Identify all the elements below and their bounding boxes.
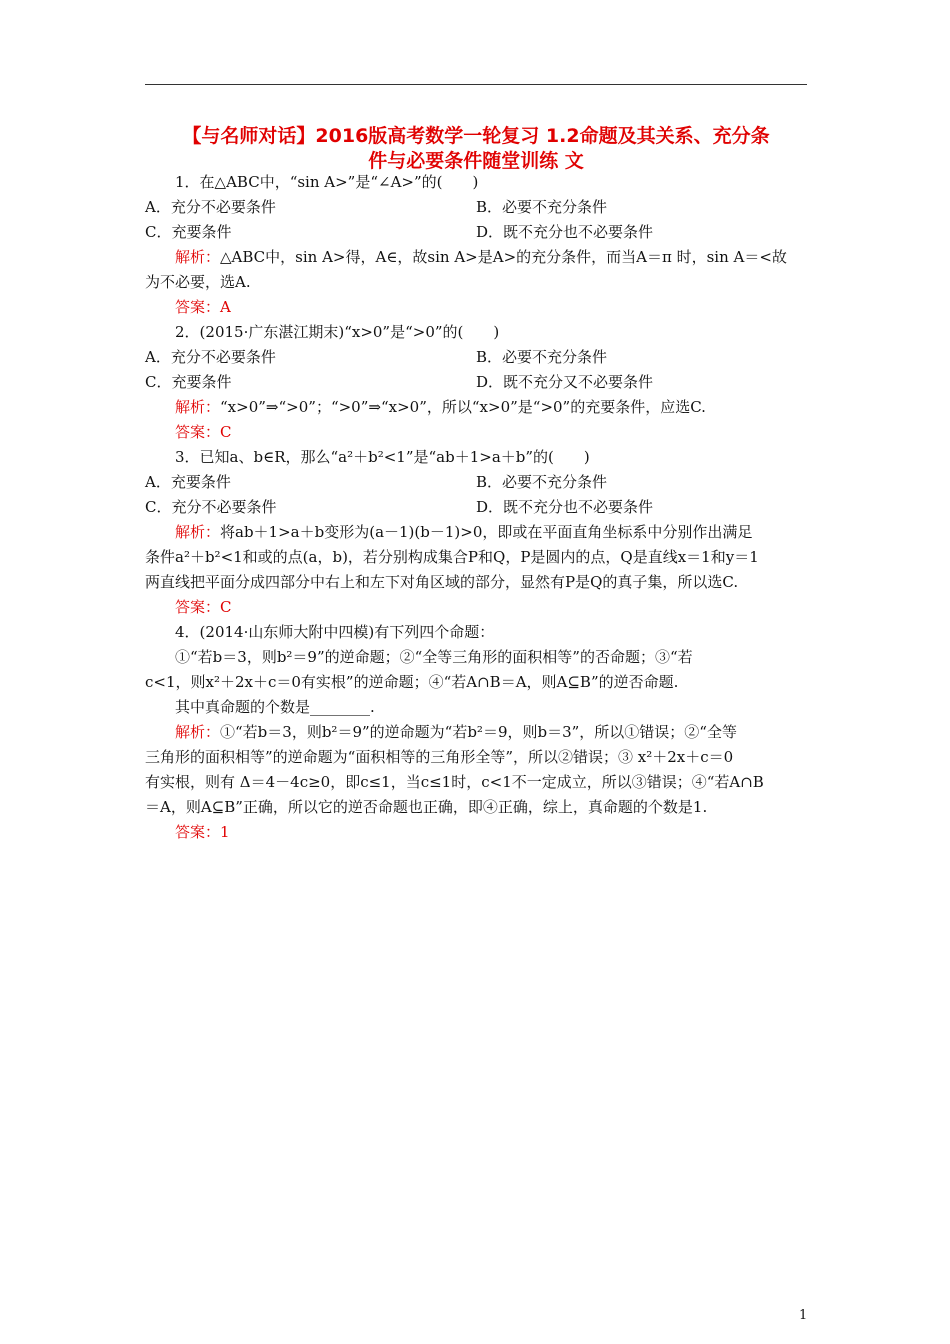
q4-analysis-label: 解析： <box>175 723 221 741</box>
q4-analysis-line-2: 三角形的面积相等”的逆命题为“面积相等的三角形全等”，所以②错误；③ x²＋2x＋c＝0 <box>145 748 734 766</box>
q1-option-a: A．充分不必要条件 <box>145 198 276 216</box>
q1-option-b: B．必要不充分条件 <box>476 198 608 216</box>
document-title <box>145 124 807 174</box>
q2-analysis-label: 解析： <box>175 398 221 416</box>
q4-analysis-line-4: ＝A，则A⊆B”正确，所以它的逆否命题也正确，即④正确，综上，真命题的个数是1. <box>145 798 708 816</box>
q3-options-row-1 <box>145 470 807 495</box>
title-line-2: 件与必要条件随堂训练 文 <box>368 150 584 172</box>
q2-analysis-line-1: 解析：“x>0”⇒“>0”；“>0”⇒“x>0”，所以“x>0”是“>0”的充要条件，应选C. <box>175 398 706 416</box>
q3-option-b: B．必要不充分条件 <box>476 473 608 491</box>
q4-answer: 答案：1 <box>175 823 230 841</box>
page-number: 1 <box>799 1308 808 1323</box>
q2-options-row-1 <box>145 345 807 370</box>
title-line-1: 【与名师对话】2016版高考数学一轮复习 1.2命题及其关系、充分条 <box>182 125 770 147</box>
q2-stem: 2．(2015·广东湛江期末)“x>0”是“>0”的( ) <box>175 323 500 341</box>
q3-option-d: D．既不充分也不必要条件 <box>476 498 654 516</box>
q3-option-c: C．充分不必要条件 <box>145 498 277 516</box>
header-rule <box>145 84 807 85</box>
q3-answer: 答案：C <box>175 598 232 616</box>
q1-analysis-label: 解析： <box>175 248 221 266</box>
q4-items-line-2: c<1，则x²＋2x＋c＝0有实根”的逆命题；④“若A∩B＝A，则A⊆B”的逆否命题. <box>145 673 679 691</box>
q3-analysis-line-1: 解析：将ab＋1>a＋b变形为(a－1)(b－1)>0，即或在平面直角坐标系中分别作出满足 <box>175 523 753 541</box>
q4-stem: 4．(2014·山东师大附中四模)有下列四个命题： <box>175 623 495 641</box>
q2-answer: 答案：C <box>175 423 232 441</box>
document-body <box>145 170 807 845</box>
q4-question: 其中真命题的个数是________. <box>175 698 375 716</box>
q2-option-a: A．充分不必要条件 <box>145 348 276 366</box>
q1-analysis-line-1: 解析：△ABC中，sin A>得，A∈，故sin A>是A>的充分条件，而当A＝π 时，sin A＝<故 <box>175 248 787 266</box>
q1-analysis-line-2: 为不必要，选A. <box>145 273 251 291</box>
q3-analysis-line-3: 两直线把平面分成四部分中右上和左下对角区域的部分，显然有P是Q的真子集，所以选C. <box>145 573 739 591</box>
q4-analysis-line-1: 解析：①“若b＝3，则b²＝9”的逆命题为“若b²＝9，则b＝3”，所以①错误；②“全等 <box>175 723 737 741</box>
q1-option-c: C．充要条件 <box>145 223 232 241</box>
q3-analysis-label: 解析： <box>175 523 221 541</box>
q2-option-d: D．既不充分又不必要条件 <box>476 373 654 391</box>
q2-option-b: B．必要不充分条件 <box>476 348 608 366</box>
q1-options-row-2 <box>145 220 807 245</box>
q1-answer: 答案：A <box>175 298 231 316</box>
q3-option-a: A．充要条件 <box>145 473 231 491</box>
q2-option-c: C．充要条件 <box>145 373 232 391</box>
q3-stem: 3．已知a、b∈R，那么“a²＋b²<1”是“ab＋1>a＋b”的( ) <box>175 448 590 466</box>
q1-option-d: D．既不充分也不必要条件 <box>476 223 654 241</box>
q1-stem: 1．在△ABC中，“sin A>”是“∠A>”的( ) <box>175 173 479 191</box>
q4-analysis-line-3: 有实根，则有 Δ＝4－4c≥0，即c≤1，当c≤1时，c<1不一定成立，所以③错误；④“若A∩B <box>145 773 764 791</box>
q2-options-row-2 <box>145 370 807 395</box>
q3-options-row-2 <box>145 495 807 520</box>
q1-options-row-1 <box>145 195 807 220</box>
q3-analysis-line-2: 条件a²＋b²<1和或的点(a，b)，若分别构成集合P和Q，P是圆内的点，Q是直线x＝1和y＝1 <box>145 548 759 566</box>
q4-items-line-1: ①“若b＝3，则b²＝9”的逆命题；②“全等三角形的面积相等”的否命题；③“若 <box>175 648 693 666</box>
